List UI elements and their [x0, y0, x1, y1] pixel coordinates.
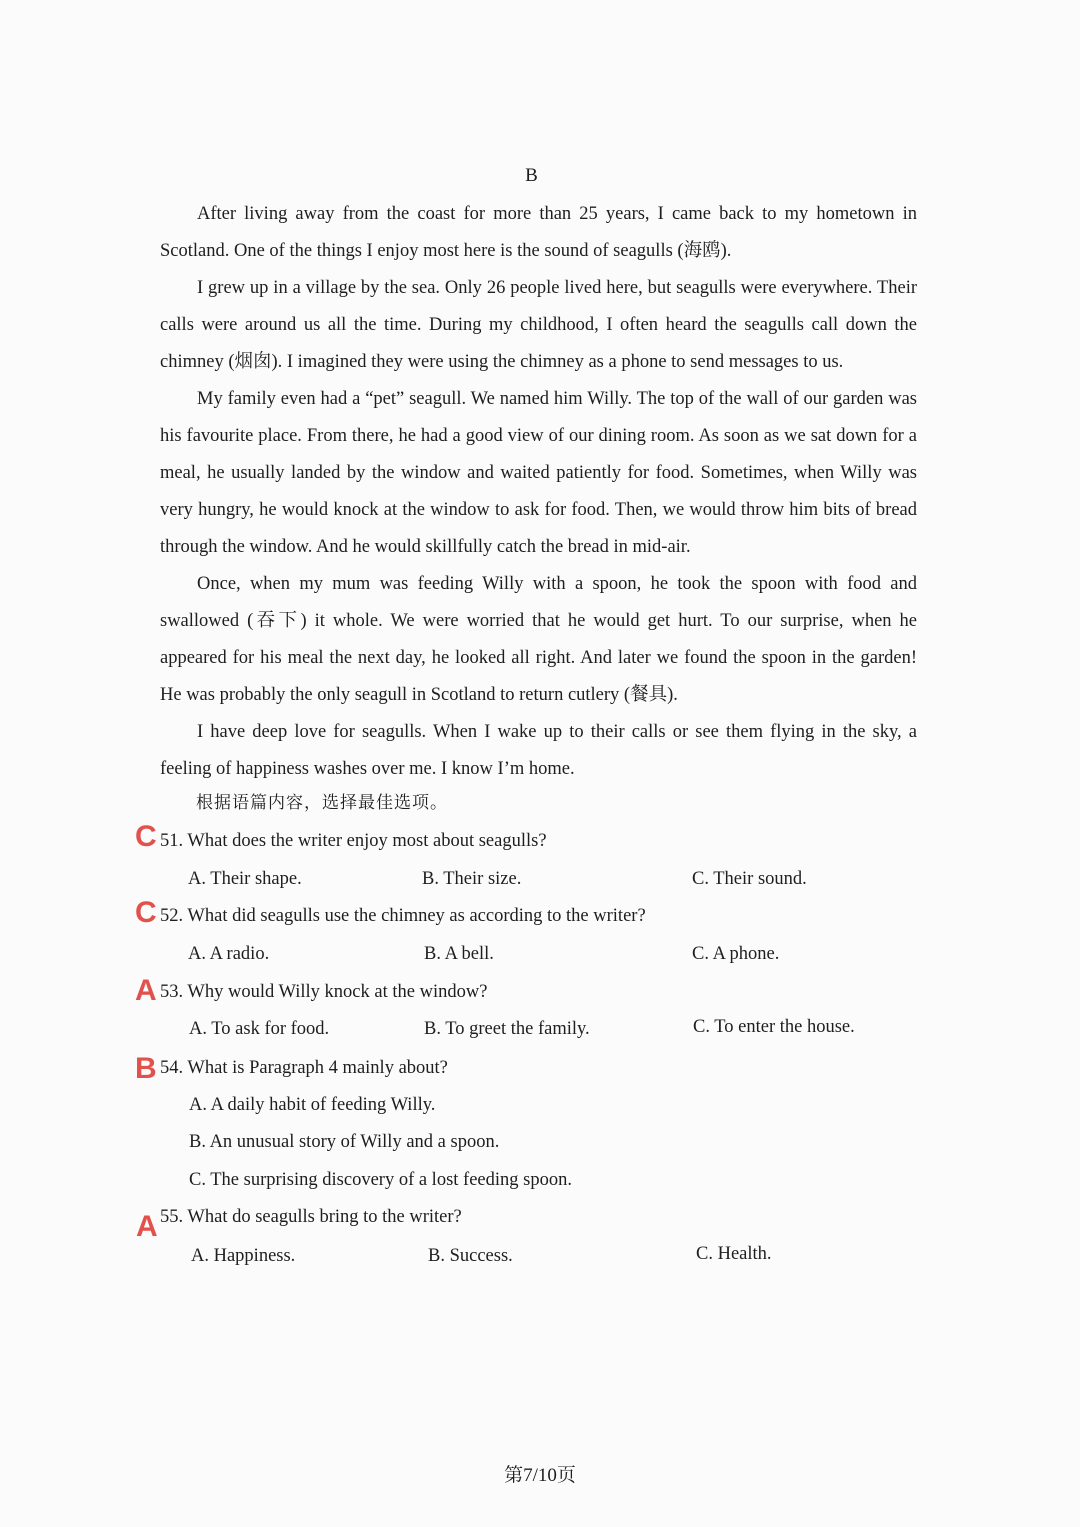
q51-option-c: C. Their sound.	[692, 869, 807, 889]
q54-option-a: A. A daily habit of feeding Willy.	[189, 1095, 436, 1115]
answer-mark-52: C	[135, 896, 157, 929]
question-55: 55. What do seagulls bring to the writer?	[160, 1207, 462, 1227]
q52-option-a: A. A radio.	[188, 944, 270, 964]
q53-option-b: B. To greet the family.	[424, 1019, 590, 1039]
passage-paragraph-2: I grew up in a village by the sea. Only 26 people lived here, but seagulls were everywhere. Their calls were around us all the time. During my childhood, I often heard the seagulls call down the chimney (烟囱). I imagined they were using the chimney as a phone to send messages to us.	[160, 278, 917, 372]
answer-mark-55: A	[136, 1210, 158, 1243]
question-54: 54. What is Paragraph 4 mainly about?	[160, 1058, 448, 1078]
q55-option-b: B. Success.	[428, 1246, 513, 1266]
passage-paragraph-3: My family even had a “pet” seagull. We named him Willy. The top of the wall of our garden was his favourite place. From there, he had a good view of our dining room. As soon as we sat down for a meal, he usually landed by the window and waited patiently for food. Sometimes, when Willy was very hungry, he would knock at the window to ask for food. Then, we would throw him bits of bread through the window. And he would skillfully catch the bread in mid-air.	[160, 389, 917, 557]
question-51: 51. What does the writer enjoy most about seagulls?	[160, 831, 547, 851]
q53-option-a: A. To ask for food.	[189, 1019, 330, 1039]
q54-option-c: C. The surprising discovery of a lost feeding spoon.	[189, 1170, 572, 1190]
section-label: B	[525, 165, 538, 186]
passage-paragraph-4: Once, when my mum was feeding Willy with a spoon, he took the spoon with food and swallowed (吞下) it whole. We were worried that he would get hurt. To our surprise, when he appeared for his meal the next day, he looked all right. And later we found the spoon in the garden! He was probably the only seagull in Scotland to return cutlery (餐具).	[160, 574, 917, 705]
question-instruction: 根据语篇内容，选择最佳选项。	[196, 793, 448, 813]
q52-option-b: B. A bell.	[424, 944, 494, 964]
q55-option-c: C. Health.	[696, 1244, 772, 1264]
q51-option-b: B. Their size.	[422, 869, 522, 889]
q55-option-a: A. Happiness.	[191, 1246, 296, 1266]
reading-passage	[160, 196, 917, 788]
passage-paragraph-1: After living away from the coast for more than 25 years, I came back to my hometown in Scotland. One of the things I enjoy most here is the sound of seagulls (海鸥).	[160, 204, 917, 261]
page-number: 第7/10页	[504, 1465, 576, 1486]
answer-mark-51: C	[135, 820, 157, 853]
answer-mark-54: B	[135, 1052, 157, 1085]
q51-option-a: A. Their shape.	[188, 869, 302, 889]
question-52: 52. What did seagulls use the chimney as according to the writer?	[160, 906, 646, 926]
passage-paragraph-5: I have deep love for seagulls. When I wake up to their calls or see them flying in the sky, a feeling of happiness washes over me. I know I’m home.	[160, 722, 917, 779]
q52-option-c: C. A phone.	[692, 944, 780, 964]
question-53: 53. Why would Willy knock at the window?	[160, 982, 488, 1002]
q54-option-b: B. An unusual story of Willy and a spoon.	[189, 1132, 500, 1152]
q53-option-c: C. To enter the house.	[693, 1017, 855, 1037]
answer-mark-53: A	[135, 974, 157, 1007]
